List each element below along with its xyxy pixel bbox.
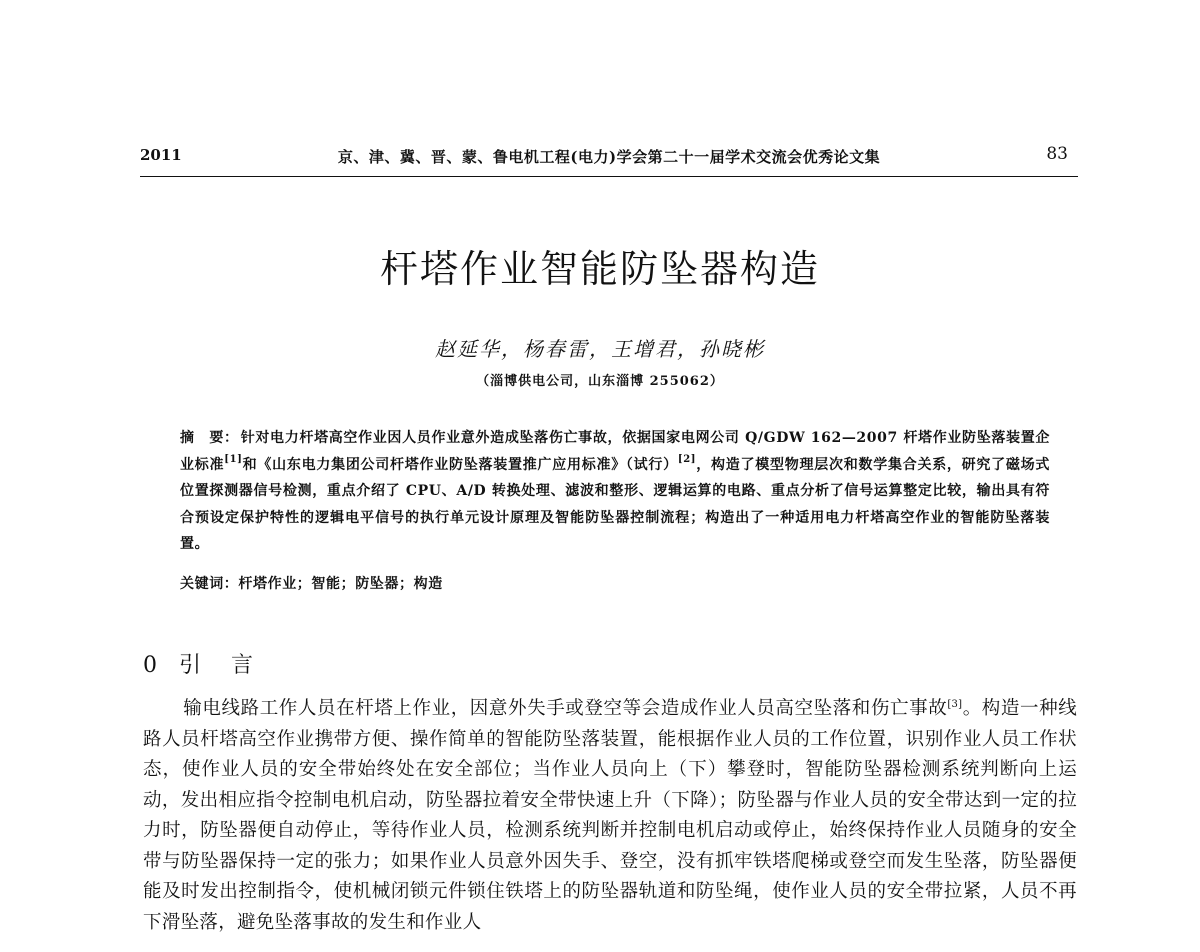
keywords (180, 573, 1050, 593)
abstract-ref-2: [2] (677, 453, 697, 465)
paper-authors: 赵延华，杨春雷，王增君，孙晓彬 (435, 337, 765, 361)
abstract-text-2: 和《山东电力集团公司杆塔作业防坠落装置推广应用标准》（试行） (242, 456, 678, 473)
abstract-text-3: ，构造了模型物理层次和数学集合关系，研究了磁场式位置探测器信号检测，重点介绍了 CPU、A/D 转换处理、滤波和整形、逻辑运算的电路、重点分析了信号运算整定比较，输出具有符合预设定保护特性的逻辑电平信号的执行单元设计原理及智能防坠器控制流程；构造出了一种适用电力杆塔高空作业的智能防坠落装置。 (180, 456, 1050, 552)
body-text-1: 输电线路工作人员在杆塔上作业，因意外失手或登空等会造成作业人员高空坠落和伤亡事故 (183, 698, 948, 719)
abstract-text-1: 针对电力杆塔高空作业因人员作业意外造成坠落伤亡事故，依据国家电网公司 Q/GDW 162—2007 杆塔作业防坠落装置企业标准 (180, 430, 1051, 473)
keywords-label: 关键词： (180, 576, 239, 592)
running-header (140, 146, 1078, 168)
abstract-ref-1: [1] (224, 453, 243, 465)
section-number: 0 (143, 653, 161, 678)
header-journal-title: 京、津、冀、晋、蒙、鲁电机工程(电力)学会第二十一届学术交流会优秀论文集 (337, 148, 881, 166)
header-year: 2011 (140, 146, 182, 164)
body-text-2: 。构造一种线路人员杆塔高空作业携带方便、操作简单的智能防坠落装置，能根据作业人员的工作位置，识别作业人员工作状态，使作业人员的安全带始终处在安全部位；当作业人员向上（下）攀登时，智能防坠器检测系统判断向上运动，发出相应指令控制电机启动，防坠器拉着安全带快速上升（下降）；防坠器与作业人员的安全带达到一定的拉力时，防坠器便自动停止，等待作业人员，检测系统判断并控制电机启动或停止，始终保持作业人员随身的安全带与防坠器保持一定的张力；如果作业人员意外因失手、登空，没有抓牢铁塔爬梯或登空而发生坠落，防坠器便能及时发出控制指令，使机械闭锁元件锁住铁塔上的防坠器轨道和防坠绳，使作业人员的安全带拉紧，人员不再下滑坠落，避免坠落事故的发生和作业人 (143, 698, 1077, 933)
body-paragraph (143, 694, 1077, 938)
paper-affiliation: （淄博供电公司，山东淄博 255062） (476, 374, 724, 389)
paper-title: 杆塔作业智能防坠器构造 (379, 247, 820, 291)
abstract-label: 摘 要： (180, 430, 239, 446)
section-title: 引 言 (179, 653, 258, 678)
keywords-text: 杆塔作业；智能；防坠器；构造 (238, 576, 443, 592)
body-ref-3: [3] (947, 699, 963, 710)
abstract (180, 425, 1050, 558)
header-rule (140, 176, 1078, 177)
section-heading (143, 648, 257, 679)
header-page-number: 83 (1046, 144, 1068, 164)
